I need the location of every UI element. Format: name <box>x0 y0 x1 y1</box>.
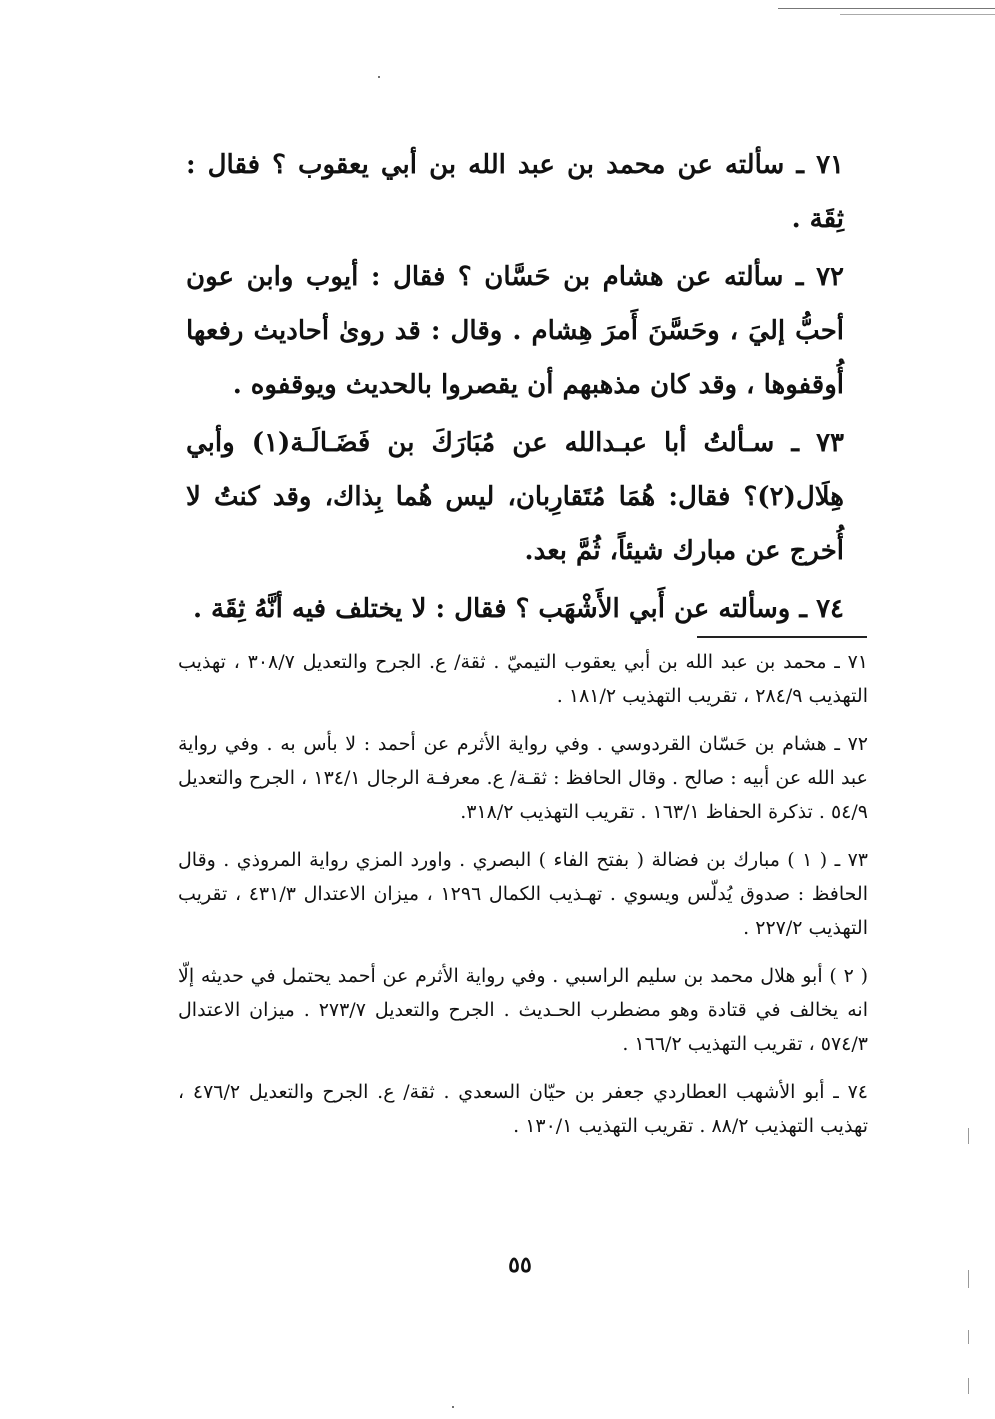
entry-71: ٧١ ـ سألته عن محمد بن عبد الله بن أبي يعقوب ؟ فقال : ثِقَة . <box>186 150 844 234</box>
footnote-73-2: ( ٢ ) أبو هلال محمد بن سليم الراسبي . وفي رواية الأثرم عن أحمد يحتمل في حديثه إلّا انه يخالف في قتادة وهو مضطرب الحـديث . الجرح والتعديل ٢٧٣/٧ . ميزان الاعتدال ٥٧٤/٣ ، تقريب التهذيب ١٦٦/٢ . <box>178 965 869 1055</box>
footnotes <box>178 645 868 1157</box>
scan-artifact-line <box>968 1378 969 1394</box>
footnote-73-1: ٧٣ ـ ( ١ ) مبارك بن فضالة ( بفتح الفاء ) البصري . واورد المزي رواية المروذي . وقال الحافظ : صدوق يُدلّس ويسوي . تهـذيب الكمال ١٢٩٦ ، ميزان الاعتدال ٤٣١/٣ ، تقريب التهذيب ٢٢٧/٢ . <box>178 849 869 939</box>
scan-artifact-line <box>968 1270 969 1288</box>
scan-artifact-line <box>778 8 995 9</box>
scan-artifact-line <box>968 1330 969 1344</box>
scan-artifact-line <box>840 14 995 15</box>
entry-74: ٧٤ ـ وسألته عن أَبي الأَشْهَب ؟ فقال : لا يختلف فيه أنَّهُ ثِقَة . <box>192 594 844 624</box>
footnote-divider <box>697 636 867 638</box>
footnote-71: ٧١ ـ محمد بن عبد الله بن أبي يعقوب التيميّ . ثقة/ ع. الجرح والتعديل ٣٠٨/٧ ، تهذيب التهذيب ٢٨٤/٩ ، تقريب التهذيب ١٨١/٢ . <box>178 651 869 707</box>
footnote-72: ٧٢ ـ هشام بن حَسّان القردوسي . وفي رواية الأثرم عن أحمد : لا بأس به . وفي رواية عبد الله عن أبيه : صالح . وقال الحافظ : ثقـة/ ع. معرفـة الرجال ١٣٤/١ ، الجرح والتعديل ٥٤/٩ . تذكرة الحفاظ ١٦٣/١ . تقريب التهذيب ٣١٨/٢. <box>178 733 868 823</box>
footnote-74: ٧٤ ـ أبو الأشهب العطاردي جعفر بن حيّان السعدي . ثقة/ ع. الجرح والتعديل ٤٧٦/٢ ، تهذيب التهذيب ٨٨/٢ . تقريب التهذيب ١٣٠/١ . <box>178 1081 868 1137</box>
scan-artifact-line <box>968 1128 969 1144</box>
scan-artifact-dot <box>452 1406 454 1408</box>
main-text <box>186 138 844 640</box>
scan-artifact-dot <box>378 76 380 78</box>
entry-73: ٧٣ ـ سـألتُ أبا عبـدالله عن مُبَارَكَ بن فَضَـالَـة(١) وأبي هِلَال(٢)؟ فقال: هُمَا مُتَقارِبان، ليس هُما بِذاك، وقد كنتُ لا أُخرج عن مبارك شيئاً، ثُمَّ بعد. <box>186 428 844 566</box>
page-number: ٥٥ <box>508 1252 532 1278</box>
entry-72: ٧٢ ـ سألته عن هشام بن حَسَّان ؟ فقال : أيوب وابن عون أحبُّ إليَ ، وحَسَّنَ أَمرَ هِشام . وقال : قد روىٰ أحاديث رفعها أُوقفوها ، وقد كان مذهبهم أن يقصروا بالحديث ويوقفوه . <box>186 262 844 400</box>
